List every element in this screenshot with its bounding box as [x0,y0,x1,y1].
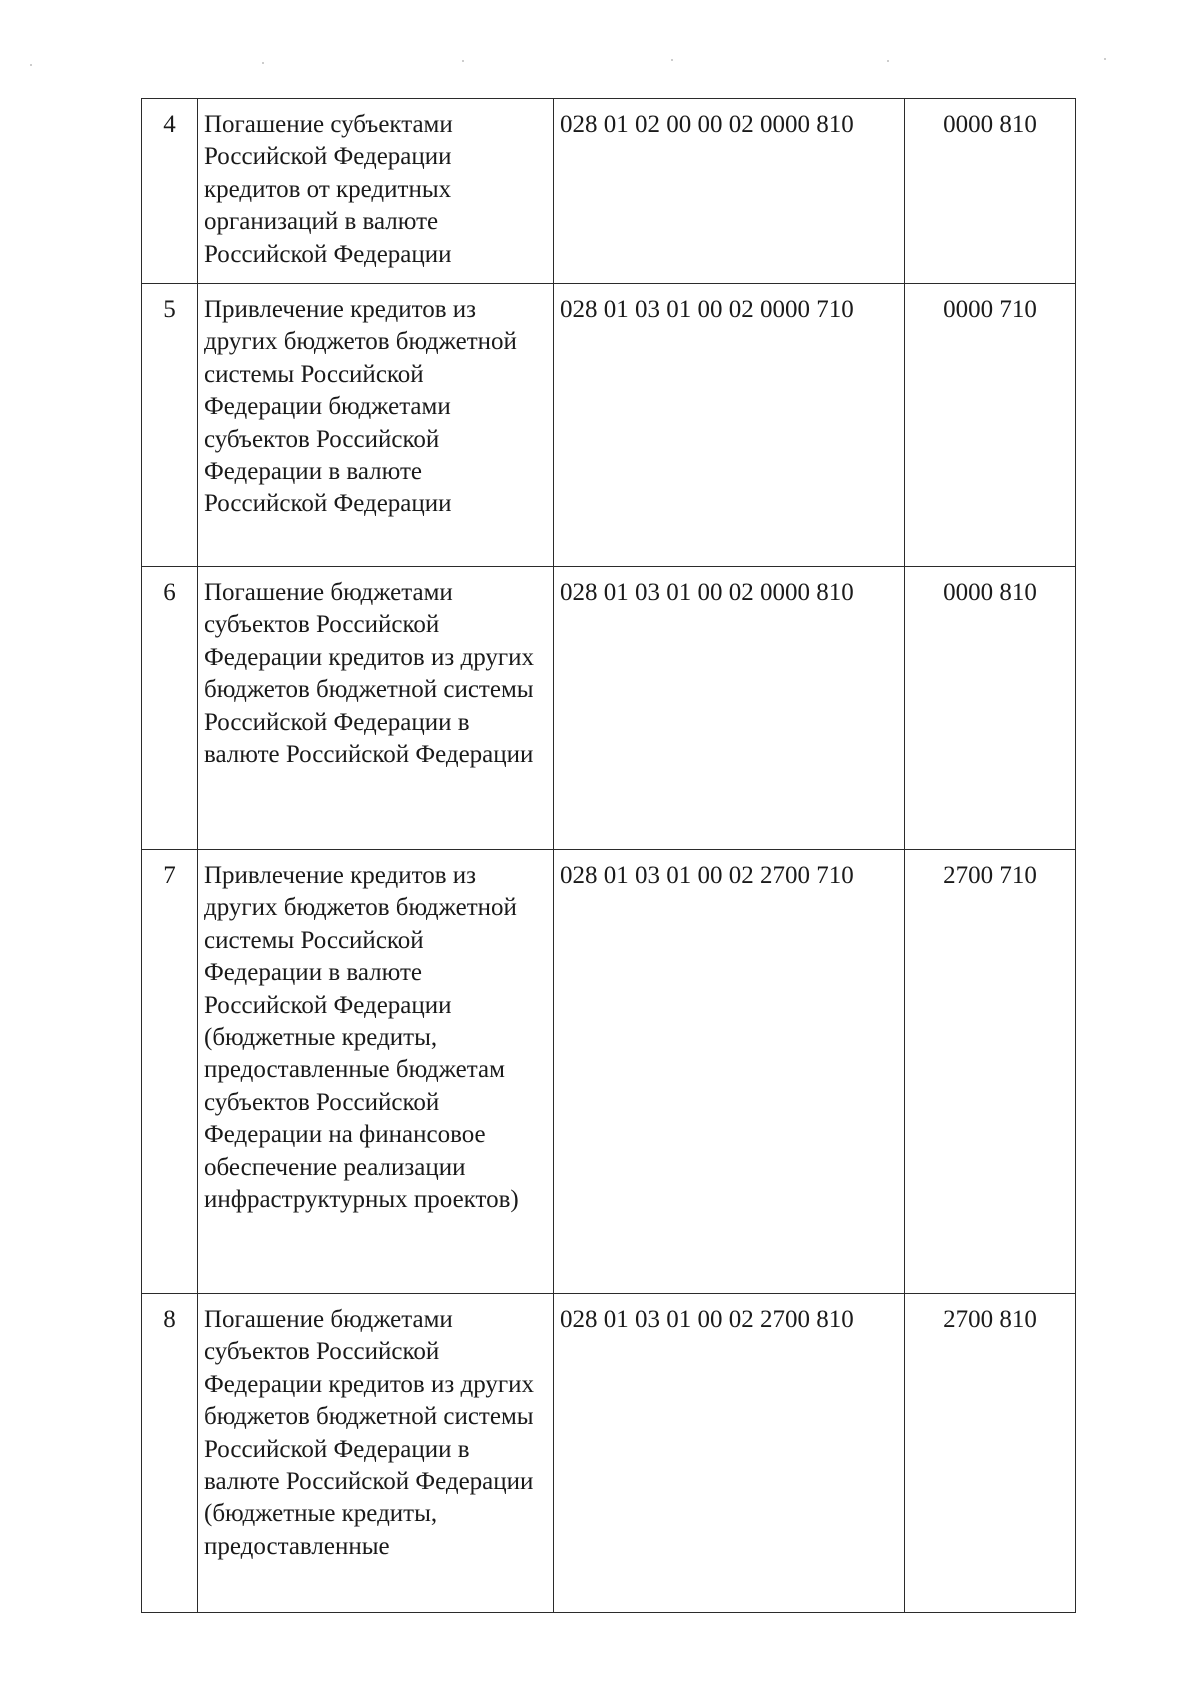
row-sub-code: 0000 710 [905,284,1076,567]
row-number: 5 [142,284,198,567]
row-number: 8 [142,1294,198,1613]
row-description: Погашение бюджетами субъектов Российской Федерации кредитов из других бюджетов бюджетной системы Российской Федерации в валюте Российской Федерации (бюджетные кредиты, предоставленные [198,1294,554,1613]
table-row [142,99,1076,284]
row-budget-code: 028 01 03 01 00 02 2700 710 [554,850,905,1294]
row-sub-code: 2700 810 [905,1294,1076,1613]
row-description: Привлечение кредитов из других бюджетов бюджетной системы Российской Федерации в валюте Российской Федерации (бюджетные кредиты, предоставленные бюджетам субъектов Российской Федерации на финансовое обеспечение реализации инфраструктурных проектов) [198,850,554,1294]
row-sub-code: 0000 810 [905,567,1076,850]
table-row [142,1294,1076,1613]
scan-artifact-dot [262,62,264,64]
table-row [142,567,1076,850]
row-number: 7 [142,850,198,1294]
row-budget-code: 028 01 03 01 00 02 0000 710 [554,284,905,567]
scan-artifact-dot [30,64,32,66]
budget-codes-table [141,98,1076,1613]
row-budget-code: 028 01 03 01 00 02 2700 810 [554,1294,905,1613]
scan-artifact-dot [887,60,889,62]
table-row [142,284,1076,567]
scan-artifact-dot [1104,58,1106,60]
row-description: Погашение субъектами Российской Федерации кредитов от кредитных организаций в валюте Российской Федерации [198,99,554,284]
table-row [142,850,1076,1294]
row-description: Погашение бюджетами субъектов Российской Федерации кредитов из других бюджетов бюджетной системы Российской Федерации в валюте Российской Федерации [198,567,554,850]
scan-artifact-dot [671,59,673,61]
row-budget-code: 028 01 03 01 00 02 0000 810 [554,567,905,850]
row-number: 6 [142,567,198,850]
scan-artifact-dot [462,60,464,62]
row-number: 4 [142,99,198,284]
row-budget-code: 028 01 02 00 00 02 0000 810 [554,99,905,284]
row-sub-code: 0000 810 [905,99,1076,284]
row-description: Привлечение кредитов из других бюджетов бюджетной системы Российской Федерации бюджетами субъектов Российской Федерации в валюте Российской Федерации [198,284,554,567]
row-sub-code: 2700 710 [905,850,1076,1294]
